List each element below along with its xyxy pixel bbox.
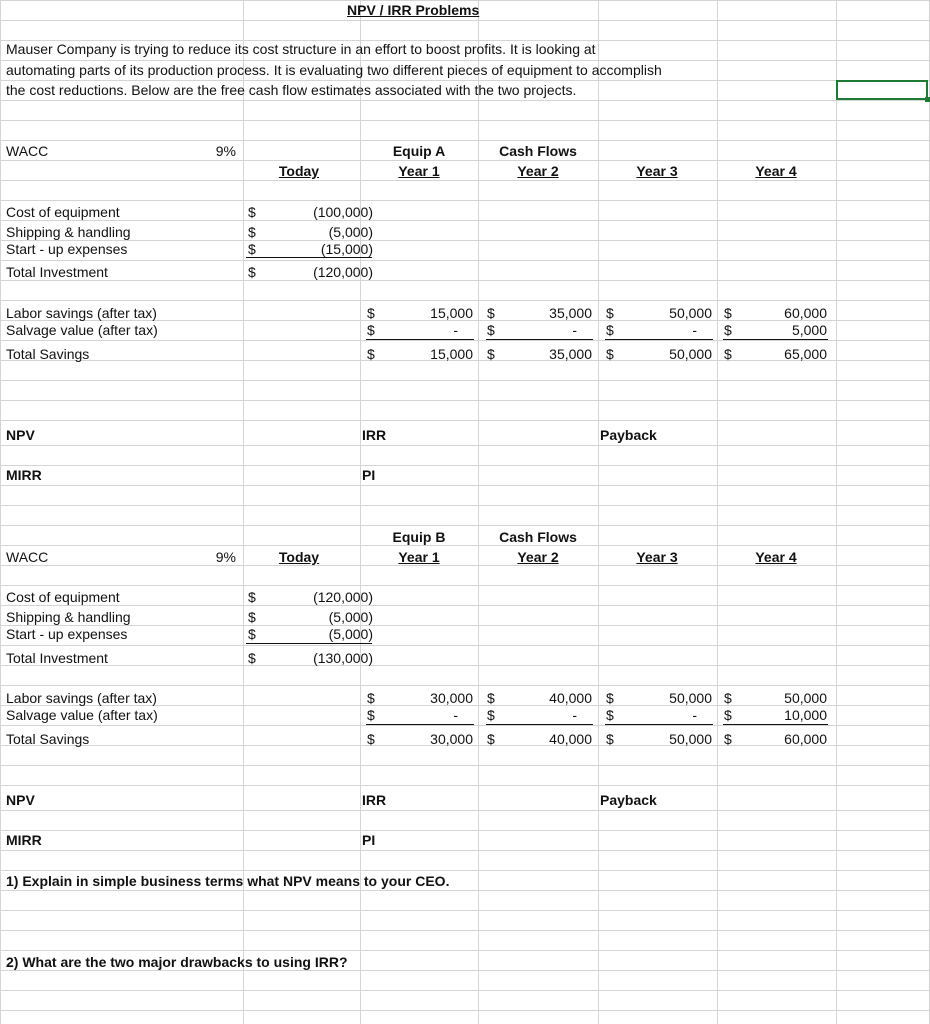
b-equip-header: Equip B bbox=[392, 529, 446, 545]
page-title: NPV / IRR Problems bbox=[347, 2, 480, 18]
a-savings-underline-y4 bbox=[723, 339, 828, 340]
a-labor-y1: 15,000 bbox=[430, 305, 473, 321]
a-shipping-value: (5,000) bbox=[328, 224, 373, 240]
a-cash-flows-header: Cash Flows bbox=[499, 143, 577, 159]
b-total-y4: 60,000 bbox=[784, 731, 827, 747]
selected-cell[interactable] bbox=[836, 80, 928, 100]
b-labor-y1: 30,000 bbox=[430, 690, 473, 706]
a-year1-header: Year 1 bbox=[398, 163, 440, 179]
b-total-investment-label: Total Investment bbox=[6, 650, 108, 666]
b-shipping-dollar: $ bbox=[248, 609, 256, 625]
intro-line-1: Mauser Company is trying to reduce its cost structure in an effort to boost profits. It is looking at bbox=[6, 41, 596, 57]
a-total-y2: 35,000 bbox=[549, 346, 592, 362]
intro-line-2: automating parts of its production process. It is evaluating two different pieces of equipment to accomplish bbox=[6, 62, 662, 78]
a-salvage-y3: - bbox=[692, 322, 697, 338]
a-labor-y3: 50,000 bbox=[669, 305, 712, 321]
b-total-y1-dollar: $ bbox=[367, 731, 375, 747]
a-cost-dollar: $ bbox=[248, 204, 256, 220]
b-salvage-y2-dollar: $ bbox=[487, 707, 495, 723]
b-cost-value: (120,000) bbox=[313, 589, 373, 605]
a-labor-label: Labor savings (after tax) bbox=[6, 305, 157, 321]
b-startup-value: (5,000) bbox=[328, 626, 373, 642]
a-salvage-label: Salvage value (after tax) bbox=[6, 322, 158, 338]
a-total-y4-dollar: $ bbox=[724, 346, 732, 362]
a-mirr-label: MIRR bbox=[6, 467, 42, 483]
b-npv-label: NPV bbox=[6, 792, 35, 808]
b-salvage-y1-dollar: $ bbox=[367, 707, 375, 723]
b-labor-y4-dollar: $ bbox=[724, 690, 732, 706]
b-salvage-y3: - bbox=[692, 707, 697, 723]
b-total-investment-value: (130,000) bbox=[313, 650, 373, 666]
a-wacc-label: WACC bbox=[6, 143, 49, 159]
a-year3-header: Year 3 bbox=[636, 163, 678, 179]
b-salvage-y1: - bbox=[453, 707, 458, 723]
b-salvage-y3-dollar: $ bbox=[606, 707, 614, 723]
b-labor-y2-dollar: $ bbox=[487, 690, 495, 706]
b-labor-y2: 40,000 bbox=[549, 690, 592, 706]
a-labor-y1-dollar: $ bbox=[367, 305, 375, 321]
b-shipping-label: Shipping & handling bbox=[6, 609, 131, 625]
b-year3-header: Year 3 bbox=[636, 549, 678, 565]
b-today-header: Today bbox=[278, 549, 320, 565]
a-today-header: Today bbox=[278, 163, 320, 179]
b-labor-y3: 50,000 bbox=[669, 690, 712, 706]
b-savings-underline-y1 bbox=[366, 724, 474, 725]
a-labor-y2-dollar: $ bbox=[487, 305, 495, 321]
b-salvage-y4-dollar: $ bbox=[724, 707, 732, 723]
b-labor-y3-dollar: $ bbox=[606, 690, 614, 706]
b-year1-header: Year 1 bbox=[398, 549, 440, 565]
fill-handle[interactable] bbox=[925, 97, 930, 102]
b-startup-dollar: $ bbox=[248, 626, 256, 642]
b-total-y2: 40,000 bbox=[549, 731, 592, 747]
b-salvage-label: Salvage value (after tax) bbox=[6, 707, 158, 723]
a-investment-underline bbox=[246, 257, 372, 258]
b-wacc-value: 9% bbox=[215, 549, 236, 565]
b-pi-label: PI bbox=[362, 832, 376, 848]
a-labor-y3-dollar: $ bbox=[606, 305, 614, 321]
b-total-y2-dollar: $ bbox=[487, 731, 495, 747]
b-total-y4-dollar: $ bbox=[724, 731, 732, 747]
a-total-y1-dollar: $ bbox=[367, 346, 375, 362]
intro-line-3: the cost reductions. Below are the free cash flow estimates associated with the two projects. bbox=[6, 82, 577, 98]
a-labor-y4: 60,000 bbox=[784, 305, 827, 321]
a-irr-label: IRR bbox=[362, 427, 387, 443]
b-savings-underline-y3 bbox=[605, 724, 713, 725]
b-year4-header: Year 4 bbox=[755, 549, 797, 565]
a-total-y3: 50,000 bbox=[669, 346, 712, 362]
a-labor-y2: 35,000 bbox=[549, 305, 592, 321]
b-investment-underline bbox=[246, 643, 372, 644]
b-savings-underline-y4 bbox=[723, 724, 828, 725]
a-savings-underline-y1 bbox=[366, 339, 474, 340]
a-total-investment-label: Total Investment bbox=[6, 264, 108, 280]
b-salvage-y2: - bbox=[572, 707, 577, 723]
a-salvage-y4-dollar: $ bbox=[724, 322, 732, 338]
a-equip-header: Equip A bbox=[392, 143, 446, 159]
a-labor-y4-dollar: $ bbox=[724, 305, 732, 321]
a-total-y3-dollar: $ bbox=[606, 346, 614, 362]
a-cost-value: (100,000) bbox=[313, 204, 373, 220]
a-total-investment-value: (120,000) bbox=[313, 264, 373, 280]
question-1: 1) Explain in simple business terms what NPV means to your CEO. bbox=[6, 873, 450, 889]
a-shipping-label: Shipping & handling bbox=[6, 224, 131, 240]
b-labor-y4: 50,000 bbox=[784, 690, 827, 706]
a-savings-underline-y2 bbox=[486, 339, 593, 340]
question-2: 2) What are the two major drawbacks to using IRR? bbox=[6, 954, 348, 970]
a-savings-underline-y3 bbox=[605, 339, 713, 340]
a-startup-dollar: $ bbox=[248, 241, 256, 257]
a-total-y2-dollar: $ bbox=[487, 346, 495, 362]
b-labor-label: Labor savings (after tax) bbox=[6, 690, 157, 706]
a-startup-label: Start - up expenses bbox=[6, 241, 128, 257]
b-cost-dollar: $ bbox=[248, 589, 256, 605]
a-total-investment-dollar: $ bbox=[248, 264, 256, 280]
a-npv-label: NPV bbox=[6, 427, 35, 443]
a-salvage-y4: 5,000 bbox=[791, 322, 827, 338]
a-salvage-y1-dollar: $ bbox=[367, 322, 375, 338]
a-year4-header: Year 4 bbox=[755, 163, 797, 179]
b-savings-underline-y2 bbox=[486, 724, 593, 725]
b-mirr-label: MIRR bbox=[6, 832, 42, 848]
b-cash-flows-header: Cash Flows bbox=[499, 529, 577, 545]
b-total-y3-dollar: $ bbox=[606, 731, 614, 747]
a-year2-header: Year 2 bbox=[517, 163, 559, 179]
b-shipping-value: (5,000) bbox=[328, 609, 373, 625]
a-salvage-y3-dollar: $ bbox=[606, 322, 614, 338]
b-labor-y1-dollar: $ bbox=[367, 690, 375, 706]
a-total-savings-label: Total Savings bbox=[6, 346, 90, 362]
a-total-y4: 65,000 bbox=[784, 346, 827, 362]
b-startup-label: Start - up expenses bbox=[6, 626, 128, 642]
a-wacc-value: 9% bbox=[215, 143, 236, 159]
b-total-investment-dollar: $ bbox=[248, 650, 256, 666]
b-salvage-y4: 10,000 bbox=[784, 707, 827, 723]
a-salvage-y2-dollar: $ bbox=[487, 322, 495, 338]
a-pi-label: PI bbox=[362, 467, 376, 483]
a-cost-label: Cost of equipment bbox=[6, 204, 120, 220]
b-year2-header: Year 2 bbox=[517, 549, 559, 565]
a-salvage-y1: - bbox=[453, 322, 458, 338]
b-cost-label: Cost of equipment bbox=[6, 589, 120, 605]
b-total-y3: 50,000 bbox=[669, 731, 712, 747]
a-shipping-dollar: $ bbox=[248, 224, 256, 240]
a-salvage-y2: - bbox=[572, 322, 577, 338]
b-irr-label: IRR bbox=[362, 792, 387, 808]
a-payback-label: Payback bbox=[600, 427, 657, 443]
b-total-savings-label: Total Savings bbox=[6, 731, 90, 747]
b-payback-label: Payback bbox=[600, 792, 657, 808]
b-total-y1: 30,000 bbox=[430, 731, 473, 747]
a-total-y1: 15,000 bbox=[430, 346, 473, 362]
a-startup-value: (15,000) bbox=[320, 241, 373, 257]
b-wacc-label: WACC bbox=[6, 549, 49, 565]
